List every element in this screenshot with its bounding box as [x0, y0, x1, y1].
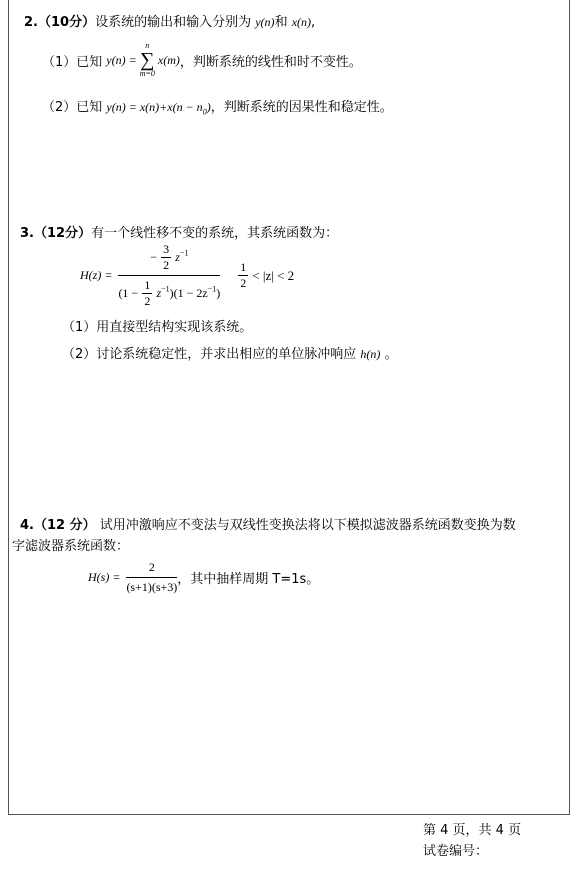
- q4-tail: ，其中抽样周期 T=1s。: [177, 572, 320, 587]
- q3-formula: [80, 242, 294, 309]
- q3-numerator: [118, 242, 220, 276]
- q2-points: （10分）: [37, 15, 96, 30]
- q3-header: [20, 222, 338, 241]
- q3-num-frac-top: 3: [163, 242, 170, 256]
- q4-fraction: [126, 560, 177, 595]
- q2-p1-text: ，判断系统的线性和时不变性。: [179, 54, 362, 70]
- q3-den-z: z: [156, 286, 162, 300]
- q3-hz: H(z) =: [80, 268, 113, 282]
- q3-main-fraction: [118, 242, 220, 309]
- q3-roc-top: 1: [240, 260, 247, 274]
- q3-p2-b: 。: [384, 347, 398, 362]
- q3-num-z: z: [175, 250, 180, 264]
- q2-p1-label: （1）已知: [42, 54, 103, 70]
- q3-p2-a: （2）讨论系统稳定性，并求出相应的单位脉冲响应: [62, 347, 357, 362]
- q3-points: （12分）: [33, 226, 92, 241]
- q4-numerator: 2: [126, 560, 177, 578]
- q3-roc-fraction: [238, 260, 248, 291]
- sigma-symbol: ∑: [140, 49, 155, 71]
- q3-part1: （1）用直接型结构实现该系统。: [62, 320, 253, 335]
- q2-header: [24, 11, 315, 30]
- q2-part2: [42, 96, 393, 117]
- q2-eq2: y(n) = x(n)+x(n − n: [106, 100, 203, 114]
- q4-hs: H(s) =: [88, 570, 121, 584]
- q3-num-exp: −1: [179, 248, 189, 258]
- q2-eq1: y(n) =: [106, 52, 137, 67]
- q3-den-z-exp: −1: [161, 284, 170, 294]
- q4-points: （12 分）: [33, 518, 96, 533]
- q3-denominator: [118, 276, 220, 309]
- q3-den-c-exp: −1: [207, 284, 217, 294]
- q2-part1: [42, 42, 362, 78]
- q2-eq2-sub: 0: [202, 107, 207, 117]
- q2-eq2-end: ): [206, 100, 211, 114]
- q2-y: y(n): [255, 15, 275, 29]
- q3-num-frac: [161, 242, 171, 273]
- q2-sum: [140, 42, 155, 78]
- q2-stem-a: 设系统的输出和输入分别为: [95, 15, 252, 30]
- q3-part2: [62, 343, 398, 362]
- sum-bottom: m=0: [139, 69, 155, 78]
- q4-denominator: (s+1)(s+3): [126, 580, 178, 594]
- q4-formula: [88, 560, 319, 595]
- q3-roc-bot: 2: [240, 276, 247, 290]
- q2-stem-c: ,: [311, 15, 316, 30]
- q2-p2-label: （2）已知: [42, 100, 103, 115]
- q3-num-frac-bot: 2: [163, 258, 170, 272]
- q3-den-d: ): [216, 286, 221, 300]
- page-number: 第 4 页，共 4 页: [423, 823, 522, 838]
- q4-stem-line2: 字滤波器系统函数：: [12, 539, 130, 554]
- q3-den-frac: [142, 278, 152, 309]
- exam-code-label: 试卷编号：: [423, 844, 489, 859]
- sum-top: n: [145, 41, 150, 50]
- q2-x: x(n): [291, 15, 312, 29]
- q3-num-minus: −: [150, 250, 158, 264]
- q3-number: 3.: [20, 226, 34, 241]
- q2-p2-text: ，判断系统的因果性和稳定性。: [210, 100, 393, 115]
- q2-xm: x(m): [157, 52, 180, 67]
- q3-den-a: (1 −: [118, 286, 139, 300]
- q2-number: 2.: [24, 15, 38, 30]
- answer-frame: [8, 0, 570, 815]
- q3-den-frac-bot: 2: [144, 294, 151, 308]
- q4-header: [20, 514, 516, 533]
- q4-stem-line1: 试用冲激响应不变法与双线性变换法将以下模拟滤波器系统函数变换为数: [99, 518, 516, 533]
- q3-roc-rest: < |z| < 2: [252, 267, 295, 283]
- q3-stem: 有一个线性移不变的系统，其系统函数为：: [91, 226, 339, 241]
- q3-p2-h: h(n): [360, 347, 381, 361]
- q3-den-c: )(1 − 2z: [169, 286, 208, 300]
- q2-stem-b: 和: [274, 15, 288, 30]
- q4-number: 4.: [20, 518, 34, 533]
- q3-den-frac-top: 1: [144, 278, 151, 292]
